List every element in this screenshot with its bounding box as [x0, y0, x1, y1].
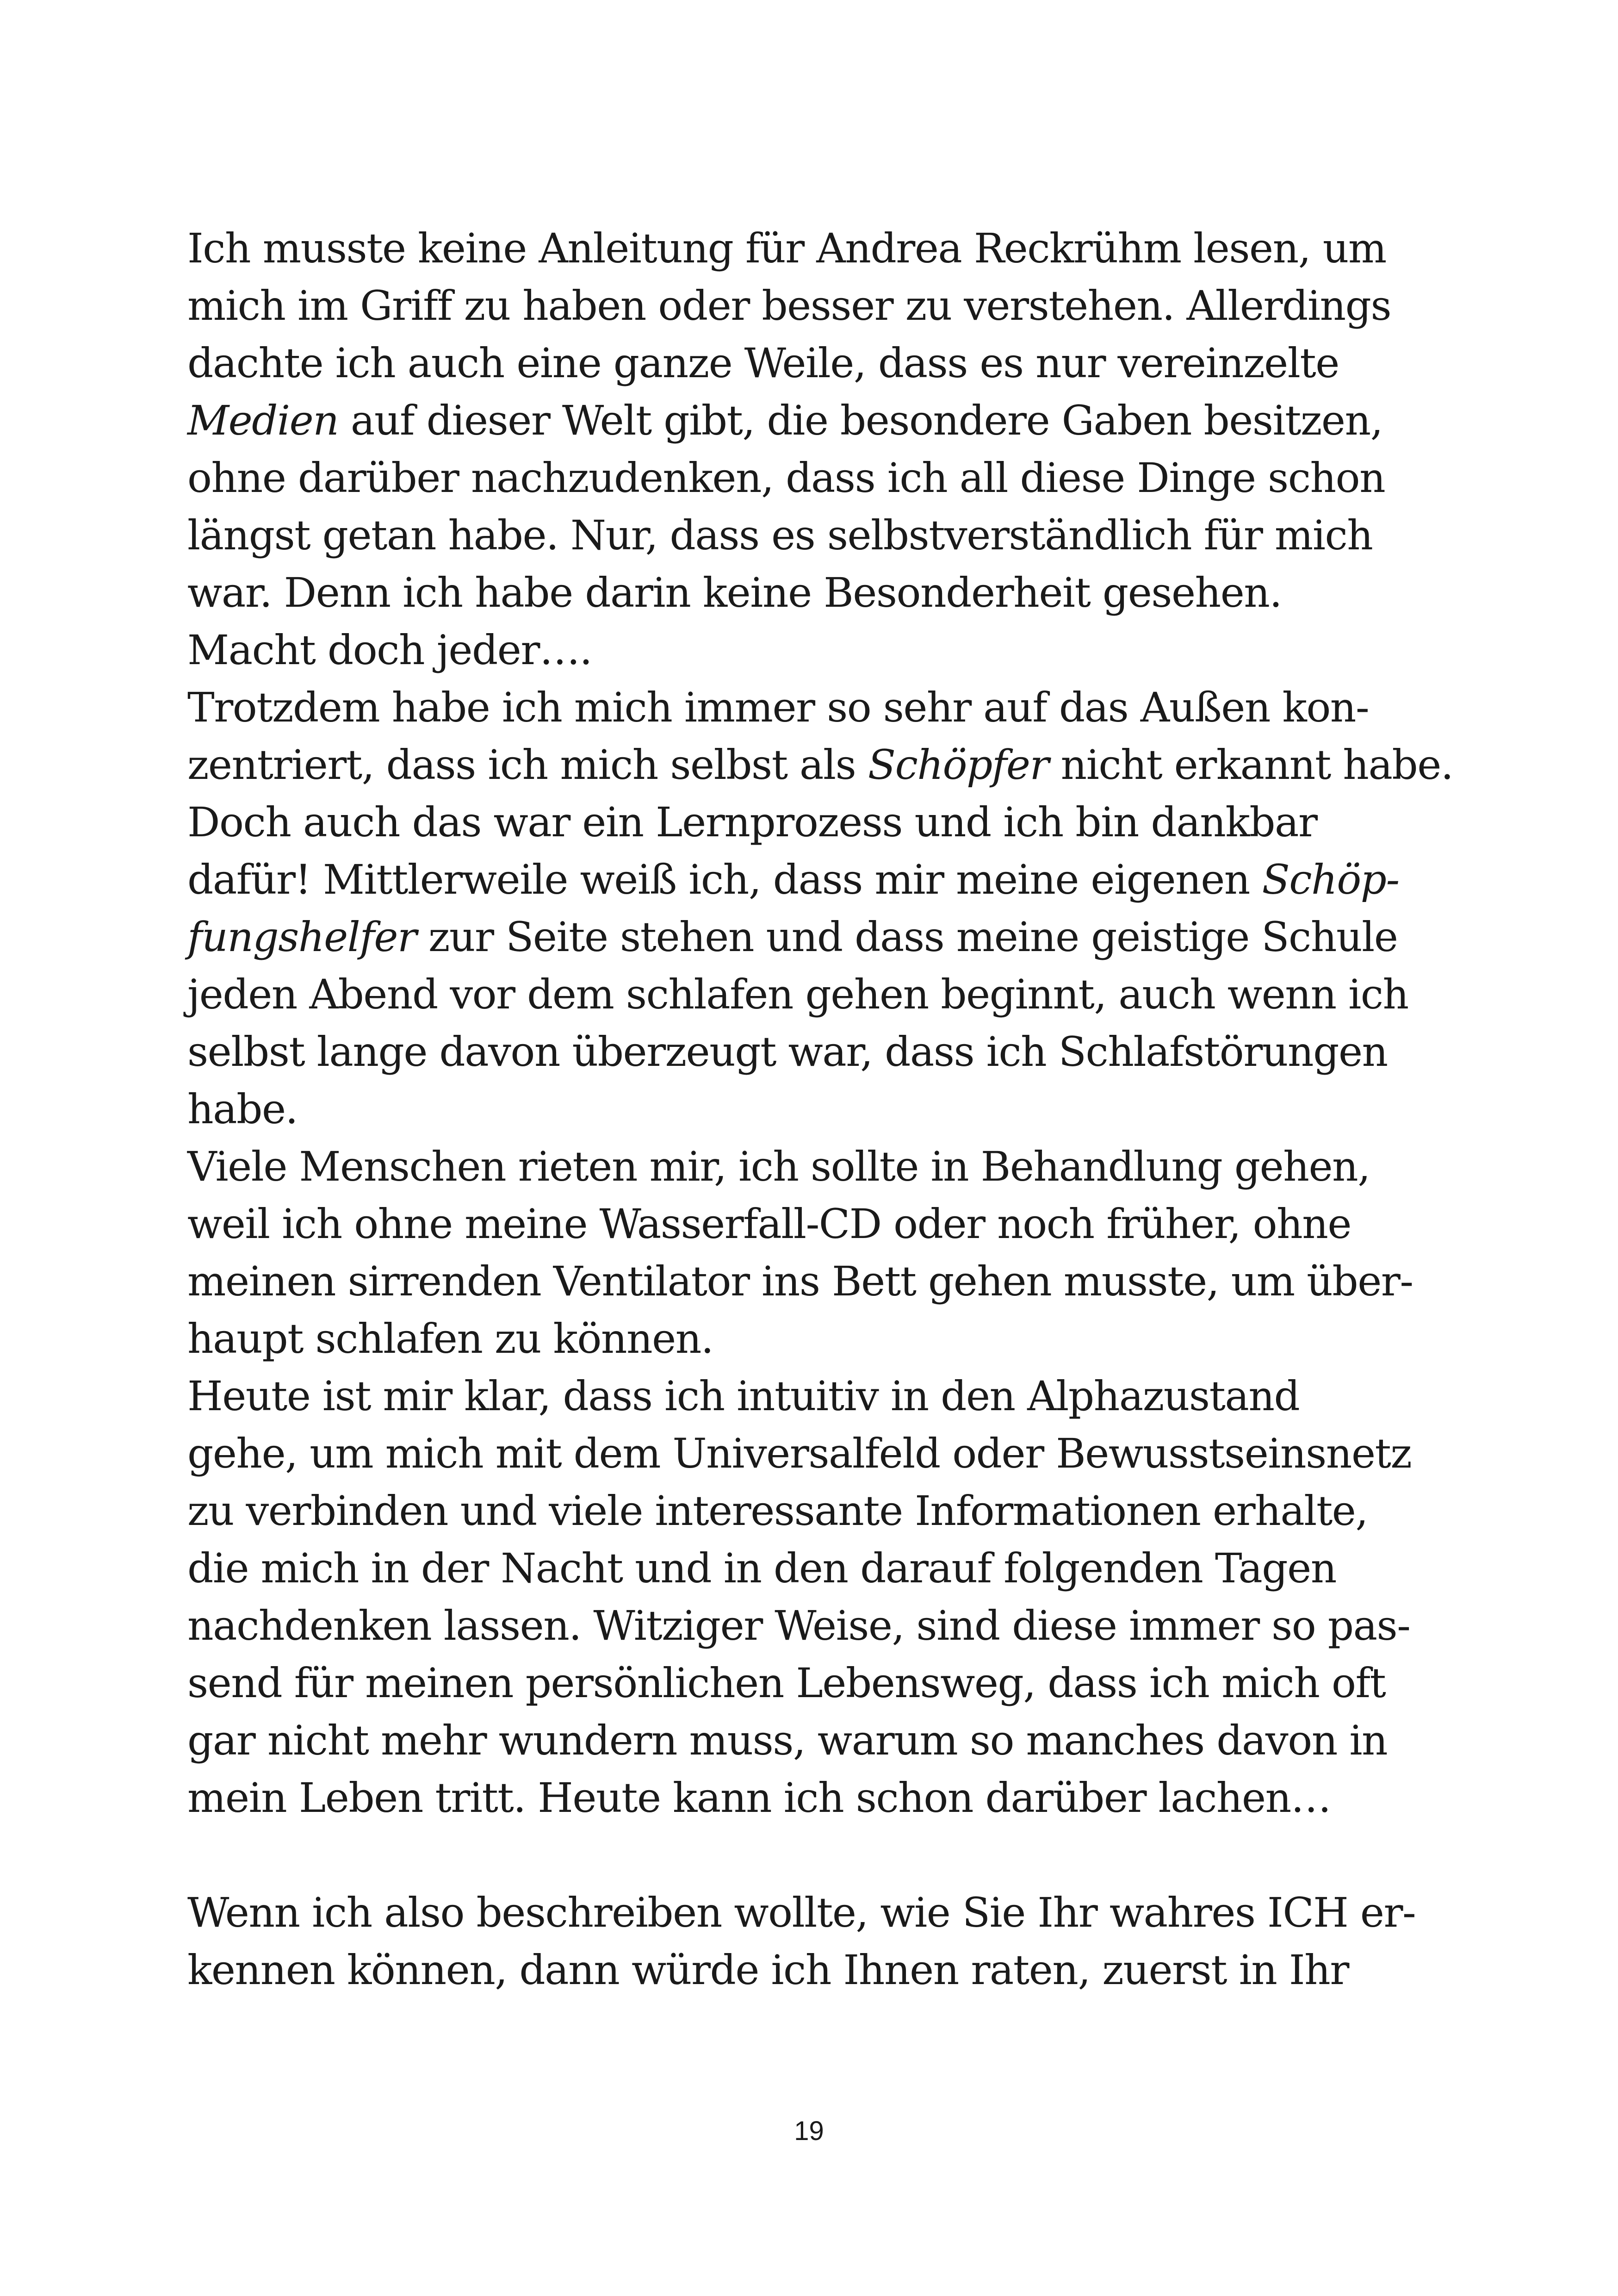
text-line — [187, 1253, 1437, 1310]
text-segment: Heute ist mir klar, dass ich intuitiv in den Alphazustand — [187, 1372, 1300, 1420]
text-line — [187, 679, 1437, 736]
italic-text: Schöpfer — [868, 741, 1049, 789]
text-line — [187, 507, 1437, 564]
text-line — [187, 1941, 1437, 1999]
text-segment: selbst lange davon überzeugt war, dass ich Schlafstörungen — [187, 1028, 1388, 1076]
text-segment: gehe, um mich mit dem Universalfeld oder Bewusstseinsnetz — [187, 1430, 1412, 1477]
text-segment: Ich musste keine Anleitung für Andrea Reckrühm lesen, um — [187, 224, 1386, 272]
text-line — [187, 1712, 1437, 1769]
paragraph-gap — [187, 1827, 1437, 1884]
text-segment: ohne darüber nachzudenken, dass ich all diese Dinge schon — [187, 454, 1385, 502]
text-segment: Macht doch jeder…. — [187, 626, 592, 674]
text-segment: dachte ich auch eine ganze Weile, dass es nur vereinzelte — [187, 339, 1339, 387]
text-line — [187, 622, 1437, 679]
text-segment: kennen können, dann würde ich Ihnen raten, zuerst in Ihr — [187, 1946, 1349, 1994]
text-segment: mich im Griff zu haben oder besser zu verstehen. Allerdings — [187, 282, 1391, 330]
text-segment: war. Denn ich habe darin keine Besonderheit gesehen. — [187, 569, 1282, 616]
text-line — [187, 1482, 1437, 1540]
text-line — [187, 908, 1437, 966]
text-line — [187, 564, 1437, 622]
text-segment: Trotzdem habe ich mich immer so sehr auf das Außen kon- — [187, 684, 1369, 731]
text-segment: dafür! Mittlerweile weiß ich, dass mir meine eigenen — [187, 856, 1262, 903]
text-segment: auf dieser Welt gibt, die besondere Gaben besitzen, — [338, 397, 1383, 444]
body-text — [187, 220, 1453, 1999]
text-segment: zentriert, dass ich mich selbst als — [187, 741, 868, 789]
text-segment: nicht erkannt habe. — [1048, 741, 1453, 789]
text-segment: die mich in der Nacht und in den darauf folgenden Tagen — [187, 1544, 1336, 1592]
text-segment: nachdenken lassen. Witziger Weise, sind diese immer so pas- — [187, 1602, 1410, 1649]
text-segment: Wenn ich also beschreiben wollte, wie Sie Ihr wahres ICH er- — [187, 1889, 1416, 1936]
text-segment: haupt schlafen zu können. — [187, 1315, 713, 1363]
text-segment: jeden Abend vor dem schlafen gehen beginnt, auch wenn ich — [187, 971, 1408, 1018]
text-segment: habe. — [187, 1085, 298, 1133]
text-line — [187, 1023, 1437, 1081]
text-line — [187, 736, 1453, 794]
text-line — [187, 966, 1437, 1023]
italic-text: Schöp- — [1262, 856, 1399, 903]
italic-text: fungshelfer — [187, 913, 416, 961]
text-line — [187, 449, 1437, 507]
text-segment: send für meinen persönlichen Lebensweg, dass ich mich oft — [187, 1659, 1386, 1707]
italic-text: Medien — [187, 397, 339, 444]
text-line — [187, 851, 1437, 908]
text-segment: längst getan habe. Nur, dass es selbstverständlich für mich — [187, 511, 1373, 559]
text-segment: Viele Menschen rieten mir, ich sollte in Behandlung gehen, — [187, 1143, 1370, 1190]
text-line — [187, 1368, 1437, 1425]
text-segment: Doch auch das war ein Lernprozess und ich bin dankbar — [187, 798, 1317, 846]
text-line — [187, 1425, 1437, 1482]
text-segment: zu verbinden und viele interessante Informationen erhalte, — [187, 1487, 1368, 1535]
text-segment: mein Leben tritt. Heute kann ich schon darüber lachen… — [187, 1774, 1331, 1822]
text-line — [187, 392, 1437, 449]
text-line — [187, 1138, 1437, 1195]
text-line — [187, 277, 1437, 335]
text-line — [187, 1540, 1437, 1597]
text-segment: zur Seite stehen und dass meine geistige Schule — [416, 913, 1398, 961]
page-number: 19 — [794, 2116, 824, 2146]
text-segment: weil ich ohne meine Wasserfall-CD oder noch früher, ohne — [187, 1200, 1351, 1248]
text-line — [187, 1195, 1437, 1253]
text-segment: meinen sirrenden Ventilator ins Bett gehen musste, um über- — [187, 1257, 1413, 1305]
text-line — [187, 335, 1437, 392]
text-line — [187, 794, 1437, 851]
text-segment: gar nicht mehr wundern muss, warum so manches davon in — [187, 1717, 1388, 1764]
text-line — [187, 1597, 1437, 1655]
text-line — [187, 1310, 1437, 1368]
text-line — [187, 220, 1437, 277]
text-line — [187, 1655, 1437, 1712]
text-line — [187, 1081, 1437, 1138]
text-line — [187, 1769, 1437, 1827]
text-line — [187, 1884, 1437, 1941]
